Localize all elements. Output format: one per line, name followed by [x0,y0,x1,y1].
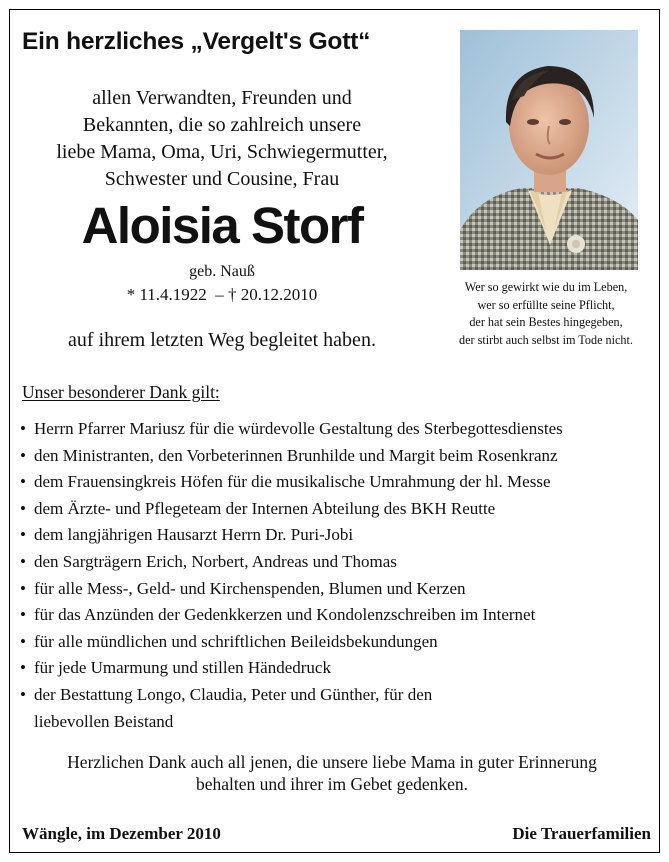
poem [432,279,660,349]
deceased-name: Aloisia Storf [81,197,363,254]
list-item [20,522,650,549]
list-item-text: der Bestattung Longo, Claudia, Peter und Günther, für den [34,684,433,704]
list-item-text: für alle Mess-, Geld- und Kirchenspenden, Blumen und Kerzen [34,578,466,598]
final-line: behalten und ihrer im Gebet gedenken. [195,774,469,794]
list-item-text: dem Frauensingkreis Höfen für die musikalische Umrahmung der hl. Messe [34,472,551,492]
birth-name: geb. Nauß [189,263,255,280]
list-item [20,443,650,470]
poem-line: wer so erfüllte seine Pflicht, [477,297,615,312]
list-item-text: den Sargträgern Erich, Norbert, Andreas und Thomas [34,551,397,571]
thanks-heading: Unser besonderer Dank gilt: [22,382,220,402]
list-item-text: für alle mündlichen und schriftlichen Beileidsbekundungen [34,631,438,651]
headline: Ein herzliches „Vergelt's Gott“ [22,28,371,55]
list-item [20,629,650,656]
list-item-text: den Ministranten, den Vorbeterinnen Brunhilde und Margit beim Rosenkranz [34,445,558,465]
life-dates: * 11.4.1922 – † 20.12.2010 [126,285,318,304]
final-line: Herzlichen Dank auch all jenen, die unsere liebe Mama in guter Erinnerung [67,752,597,772]
intro-line: liebe Mama, Oma, Uri, Schwiegermutter, [56,141,388,163]
closing-line: auf ihrem letzten Weg begleitet haben. [68,329,376,351]
signature: Die Trauerfamilien [512,824,651,843]
list-item [20,655,650,682]
intro-text [12,85,432,193]
list-item-text: für das Anzünden der Gedenkkerzen und Kondolenzschreiben im Internet [34,605,536,625]
list-item [20,469,650,496]
list-item [20,576,650,603]
intro-line: allen Verwandten, Freunden und [92,87,352,109]
list-item-continuation: liebevollen Beistand [34,711,174,731]
intro-line: Schwester und Cousine, Frau [104,168,340,190]
list-item-text: Herrn Pfarrer Mariusz für die würdevolle Gestaltung des Sterbegottesdienstes [34,419,563,438]
intro-line: Bekannten, die so zahlreich unsere [82,114,362,136]
portrait-photo [460,30,638,270]
poem-line: Wer so gewirkt wie du im Leben, [464,280,628,294]
list-item [20,682,650,735]
place-date: Wängle, im Dezember 2010 [22,824,221,843]
list-item-text: dem Ärzte- und Pflegeteam der Internen Abteilung des BKH Reutte [34,498,496,518]
list-item-text: für jede Umarmung und stillen Händedruck [34,658,331,678]
list-item [20,602,650,629]
final-thanks [22,751,642,795]
list-item [20,416,650,443]
poem-line: der stirbt auch selbst im Tode nicht. [459,332,633,347]
list-item-text: dem langjährigen Hausarzt Herrn Dr. Puri-Jobi [34,525,354,545]
list-item [20,496,650,523]
list-item [20,549,650,576]
poem-line: der hat sein Bestes hingegeben, [469,315,623,329]
thanks-list [20,416,650,735]
